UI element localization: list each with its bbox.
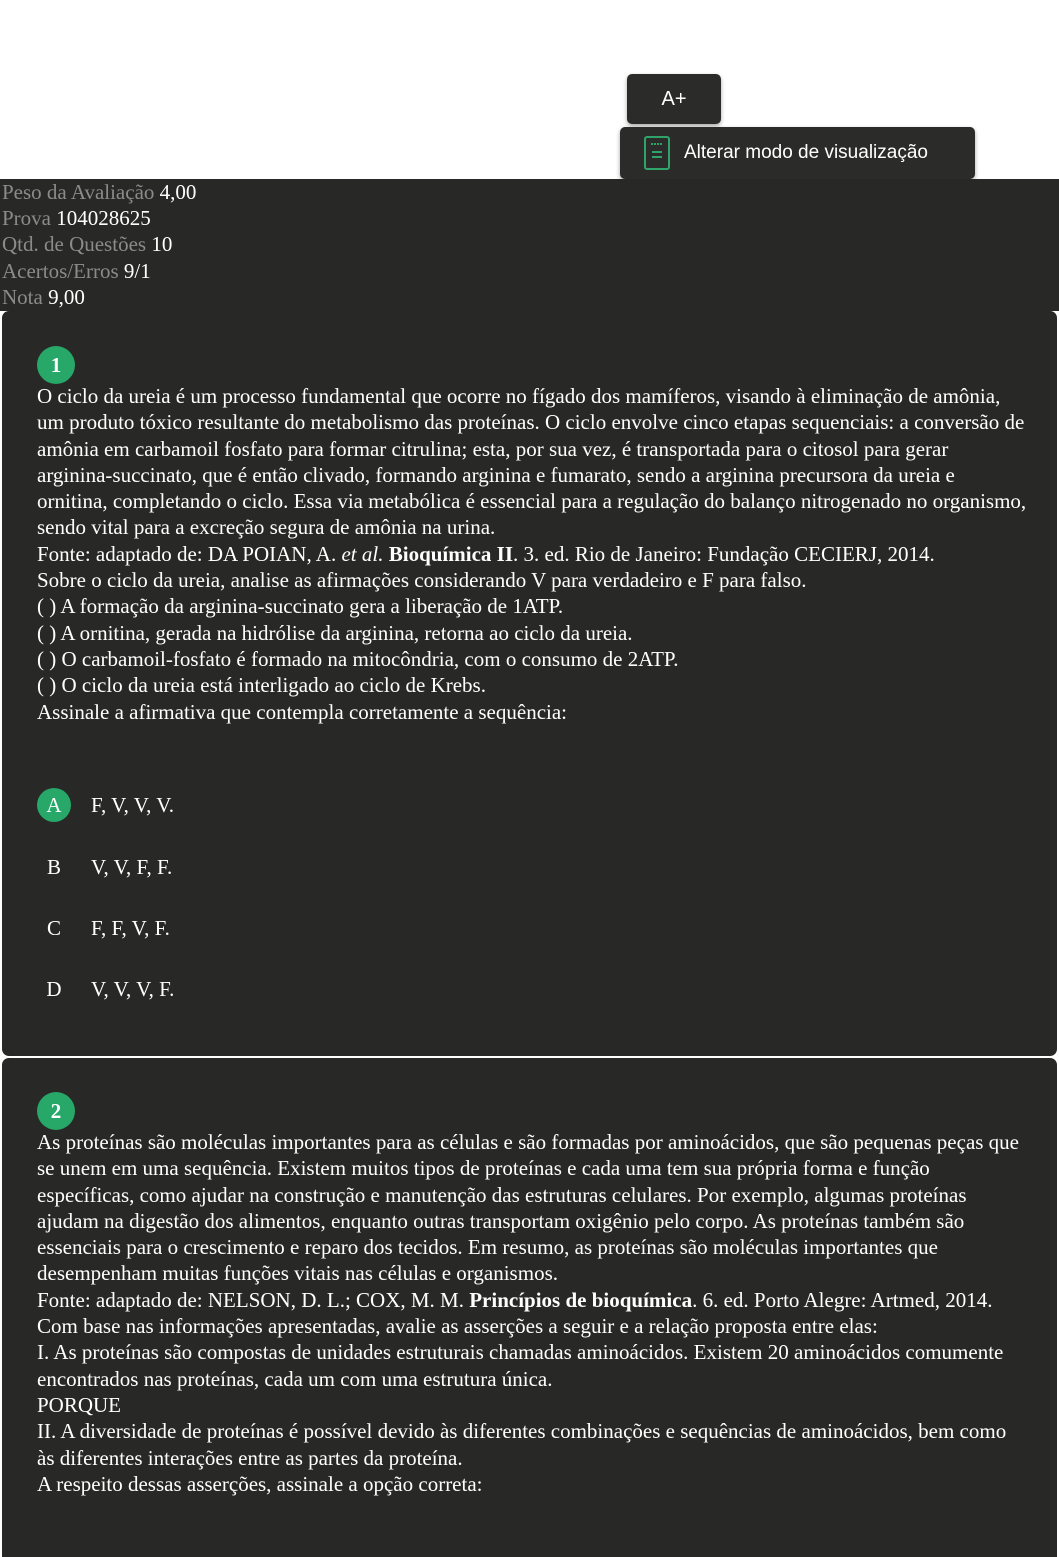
summary-questions: Qtd. de Questões 10 — [2, 232, 173, 256]
alternative-letter: D — [46, 976, 62, 1001]
question-number-badge: 2 — [37, 1092, 75, 1130]
question-source: Fonte: adaptado de: DA POIAN, A. et al. Bioquímica II. 3. ed. Rio de Janeiro: Fundação CECIERJ, 2014. — [37, 541, 935, 566]
alternative-d[interactable]: D V, V, V, F. — [37, 969, 174, 1009]
correct-answer-badge: A — [37, 788, 71, 822]
statement: ( ) O carbamoil-fosfato é formado na mitocôndria, com o consumo de 2ATP. — [37, 646, 679, 671]
statement: ( ) A formação da arginina-succinato gera a liberação de 1ATP. — [37, 594, 564, 619]
font-increase-button[interactable]: A+ — [627, 74, 721, 124]
question-instruction: A respeito dessas asserções, assinale a opção correta: — [37, 1471, 483, 1496]
statement: ( ) O ciclo da ureia está interligado ao ciclo de Krebs. — [37, 673, 486, 698]
question-number-badge: 1 — [37, 346, 75, 384]
assertion-connector: PORQUE — [37, 1392, 122, 1417]
alternative-c[interactable]: C F, F, V, F. — [37, 908, 170, 948]
alternative-b[interactable]: B V, V, F, F. — [37, 847, 172, 887]
question-card-1 — [2, 311, 1057, 1056]
document-icon — [644, 136, 670, 170]
question-prompt: Sobre o ciclo da ureia, analise as afirmações considerando V para verdadeiro e F para falso. — [37, 568, 807, 593]
alternative-letter: B — [46, 854, 61, 879]
question-source: Fonte: adaptado de: NELSON, D. L.; COX, M. M. Princípios de bioquímica. 6. ed. Porto Alegre: Artmed, 2014. — [37, 1287, 993, 1312]
question-text — [37, 1129, 1027, 1497]
alternative-a[interactable]: A F, V, V, V. — [37, 785, 174, 825]
alternative-letter: C — [46, 915, 61, 940]
question-instruction: Assinale a afirmativa que contempla corretamente a sequência: — [37, 699, 568, 724]
summary-exam: Prova 104028625 — [2, 206, 151, 230]
question-intro: As proteínas são moléculas importantes para as células e são formadas por aminoácidos, que são pequenas peças que se unem em uma sequência. Existem muitos tipos de proteínas e cada uma tem sua própria forma e função específicas, como ajudar na construção e manutenção das estruturas celulares. Por exemplo, algumas proteínas ajudam na digestão dos alimentos, enquanto outras transportam oxigênio pelo corpo. As proteínas também são essenciais para o crescimento e reparo dos tecidos. Em resumo, as proteínas são moléculas importantes que desempenham muitas funções vitais nas células e organismos. — [37, 1130, 1020, 1286]
assertion-1: I. As proteínas são compostas de unidades estruturais chamadas aminoácidos. Existem 20 aminoácidos comumente encontrados nas proteínas, cada um com uma estrutura única. — [37, 1340, 1004, 1391]
question-text — [37, 383, 1027, 725]
summary-weight: Peso da Avaliação 4,00 — [2, 180, 197, 204]
summary-grade: Nota 9,00 — [2, 285, 85, 309]
view-mode-button[interactable] — [620, 127, 975, 179]
view-mode-label: Alterar modo de visualização — [684, 142, 928, 163]
exam-summary — [0, 179, 1059, 311]
assertion-2: II. A diversidade de proteínas é possível devido às diferentes combinações e sequências de aminoácidos, bem como às diferentes interações entre as partes da proteína. — [37, 1419, 1007, 1470]
summary-score: Acertos/Erros 9/1 — [2, 259, 151, 283]
question-prompt: Com base nas informações apresentadas, avalie as asserções a seguir e a relação proposta entre elas: — [37, 1314, 878, 1339]
statement: ( ) A ornitina, gerada na hidrólise da arginina, retorna ao ciclo da ureia. — [37, 620, 633, 645]
question-card-2 — [2, 1058, 1057, 1557]
question-intro: O ciclo da ureia é um processo fundamental que ocorre no fígado dos mamíferos, visando à eliminação de amônia, um produto tóxico resultante do metabolismo das proteínas. O ciclo envolve cinco etapas sequenciais: a conversão de amônia em carbamoil fosfato para formar citrulina; esta, por sua vez, é transportada para o citosol para gerar arginina-succinato, que é então clivado, formando arginina e fumarato, sendo a arginina precursora da ureia e ornitina, completando o ciclo. Essa via metabólica é essencial para a regulação do balanço nitrogenado no organismo, sendo vital para a excreção segura de amônia na urina. — [37, 384, 1027, 540]
